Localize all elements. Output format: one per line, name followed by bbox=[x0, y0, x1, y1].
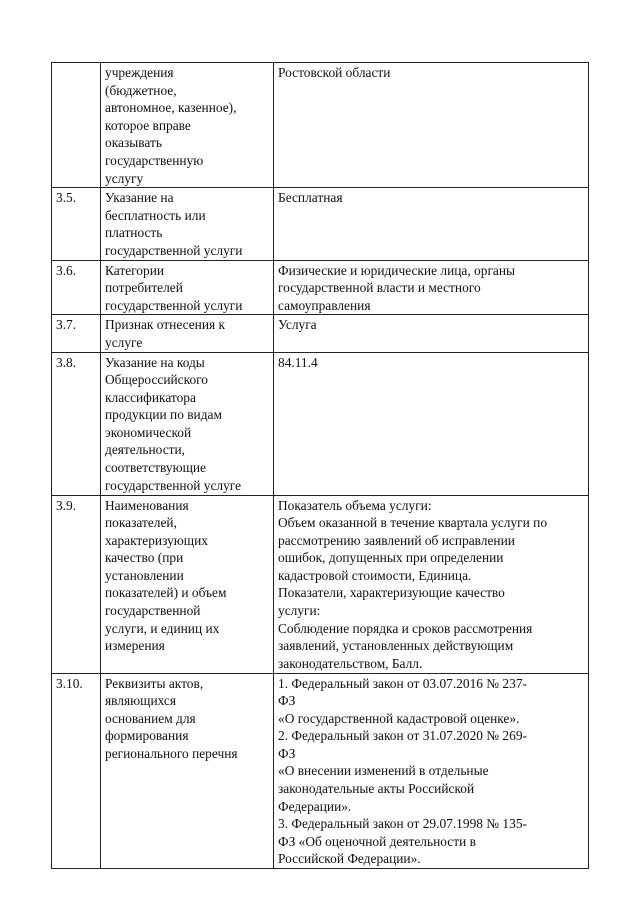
row-value-cell bbox=[274, 260, 589, 315]
row-value-cell bbox=[274, 63, 589, 188]
row-number-cell bbox=[52, 673, 101, 869]
row-number: 3.5. bbox=[56, 190, 77, 206]
row-name-cell bbox=[101, 260, 274, 315]
row-name: Наименования показателей, характеризующих качество (при установлении показателей) и объем государственной услуги, и единиц их измерения bbox=[105, 497, 227, 654]
row-name-cell bbox=[101, 188, 274, 260]
register-table bbox=[51, 62, 589, 869]
row-name-cell bbox=[101, 673, 274, 869]
row-number: 3.7. bbox=[56, 317, 77, 333]
row-value: Услуга bbox=[278, 317, 317, 333]
row-name-cell bbox=[101, 315, 274, 352]
table-row bbox=[52, 315, 589, 352]
row-name: Категории потребителей государственной услуги bbox=[105, 262, 243, 313]
row-number: 3.10. bbox=[56, 675, 83, 691]
row-number-cell bbox=[52, 315, 101, 352]
row-number: 3.8. bbox=[56, 354, 77, 370]
row-number-cell bbox=[52, 188, 101, 260]
row-name-cell bbox=[101, 352, 274, 495]
row-value-cell bbox=[274, 352, 589, 495]
table-row bbox=[52, 352, 589, 495]
row-value-cell bbox=[274, 495, 589, 673]
row-number-cell bbox=[52, 352, 101, 495]
table-row bbox=[52, 63, 589, 188]
row-name: Реквизиты актов, являющихся основанием для формирования регионального перечня bbox=[105, 675, 238, 761]
row-value-cell bbox=[274, 673, 589, 869]
table-row bbox=[52, 673, 589, 869]
row-name-cell bbox=[101, 495, 274, 673]
row-value: Ростовской области bbox=[278, 65, 391, 80]
table-row bbox=[52, 495, 589, 673]
row-name: Указание на бесплатность или платность государственной услуги bbox=[105, 190, 243, 258]
row-number: 3.9. bbox=[56, 497, 77, 513]
row-number-cell bbox=[52, 495, 101, 673]
row-value: 1. Федеральный закон от 03.07.2016 № 237- ФЗ «О государственной кадастровой оценке». 2. Федеральный закон от 31.07.2020 № 269- ФЗ «О внесении изменений в отдельные законодательные акты Российской Федерации». 3. Федеральный закон от 29.07.1998 № 135- ФЗ «Об оценочной деятельности в Российской Федерации». bbox=[278, 675, 527, 867]
row-value: Физические и юридические лица, органы государственной власти и местного самоуправления bbox=[278, 262, 516, 313]
row-number-cell bbox=[52, 260, 101, 315]
row-name: Признак отнесения к услуге bbox=[105, 317, 225, 350]
row-value: Бесплатная bbox=[278, 190, 343, 206]
row-name-cell bbox=[101, 63, 274, 188]
table-row bbox=[52, 188, 589, 260]
row-value-cell bbox=[274, 188, 589, 260]
row-value: Показатель объема услуги: Объем оказанной в течение квартала услуги по рассмотрению заявлений об исправлении ошибок, допущенных при определении кадастровой стоимости, Единица. Показатели, характеризующие качество услуги: Соблюдение порядка и сроков рассмотрения заявлений, установленных действующим законодательством, Балл. bbox=[278, 497, 548, 671]
row-number-cell bbox=[52, 63, 101, 188]
row-value-cell bbox=[274, 315, 589, 352]
table-row bbox=[52, 260, 589, 315]
row-name: Указание на коды Общероссийского классификатора продукции по видам экономической деятельности, соответствующие государственной услуге bbox=[105, 354, 242, 493]
row-name: учреждения (бюджетное, автономное, казенное), которое вправе оказывать государственную услугу bbox=[105, 65, 237, 186]
row-value: 84.11.4 bbox=[278, 354, 318, 370]
row-number: 3.6. bbox=[56, 262, 77, 278]
